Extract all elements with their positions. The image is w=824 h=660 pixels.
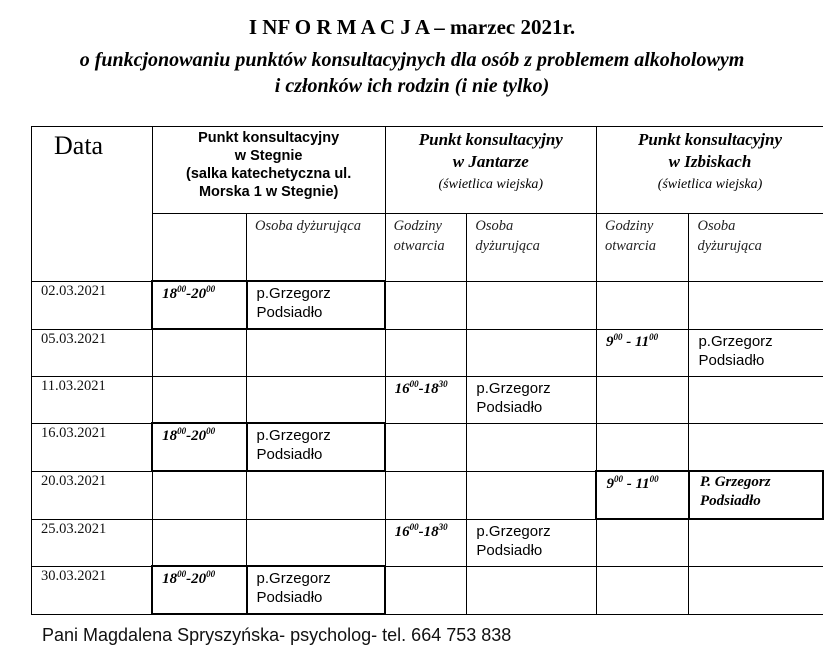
jantar-hours-cell xyxy=(385,329,467,376)
person-label-line-1: Osoba xyxy=(475,218,514,234)
stegna-point-header xyxy=(152,127,385,214)
izbiska-hours-cell xyxy=(596,376,689,423)
hours-label-line-1: Godziny xyxy=(604,218,654,234)
person-label-line-2: dyżurująca xyxy=(475,238,540,254)
date-cell: 16.03.2021 xyxy=(32,423,153,471)
izbiska-town: w Izbiskach xyxy=(668,152,752,171)
stegna-hours-cell xyxy=(152,376,246,423)
document-subtitle xyxy=(0,47,824,99)
date-cell: 02.03.2021 xyxy=(32,281,153,329)
table-row xyxy=(32,566,824,614)
date-cell: 30.03.2021 xyxy=(32,566,153,614)
jantar-hours-cell: $16^{00}-18^{30}$ xyxy=(385,519,467,566)
stegna-hours-cell: $18^{00}-20^{00}$ xyxy=(152,566,246,614)
jantar-hours-cell xyxy=(385,423,467,471)
izbiska-person-header xyxy=(689,214,823,282)
schedule-table xyxy=(31,126,824,615)
stegna-hours-cell: $18^{00}-20^{00}$ xyxy=(152,281,246,329)
izbiska-person-cell xyxy=(689,281,823,329)
jantar-hours-header xyxy=(385,214,467,282)
stegna-location-line-2: Morska 1 w Stegnie) xyxy=(198,184,339,200)
table-row xyxy=(32,376,824,423)
izbiska-hours-cell: $9^{00} - 11^{00}$ xyxy=(596,471,689,519)
stegna-person-cell: p.Grzegorz Podsiadło xyxy=(247,423,386,471)
person-label-line-2: dyżurująca xyxy=(697,238,762,254)
date-cell: 20.03.2021 xyxy=(32,471,153,519)
jantar-title: Punkt konsultacyjny xyxy=(418,130,563,149)
table-row xyxy=(32,423,824,471)
izbiska-point-header xyxy=(596,127,823,214)
izbiska-location: (świetlica wiejska) xyxy=(657,177,763,192)
date-cell: 05.03.2021 xyxy=(32,329,153,376)
stegna-hours-cell xyxy=(152,519,246,566)
hours-label-line-1: Godziny xyxy=(393,218,442,234)
stegna-title: Punkt konsultacyjny xyxy=(198,130,340,146)
stegna-hours-cell xyxy=(152,329,246,376)
jantar-person-cell xyxy=(467,281,597,329)
stegna-person-cell: p.Grzegorz Podsiadło xyxy=(247,566,386,614)
stegna-hours-cell: $18^{00}-20^{00}$ xyxy=(152,423,246,471)
jantar-person-cell xyxy=(467,471,597,519)
stegna-person-header: Osoba dyżurująca xyxy=(247,214,386,282)
izbiska-hours-cell xyxy=(596,423,689,471)
izbiska-person-cell: p.Grzegorz Podsiadło xyxy=(689,329,823,376)
jantar-person-cell: p.Grzegorz Podsiadło xyxy=(467,519,597,566)
jantar-hours-cell xyxy=(385,566,467,614)
izbiska-person-cell xyxy=(689,519,823,566)
izbiska-hours-cell xyxy=(596,281,689,329)
jantar-point-header xyxy=(385,127,596,214)
date-column-header: Data xyxy=(32,127,153,282)
stegna-person-cell xyxy=(247,519,386,566)
izbiska-hours-cell xyxy=(596,566,689,614)
document-title: I NF O R M A C J A – marzec 2021r. xyxy=(248,15,576,39)
table-row xyxy=(32,519,824,566)
header-row xyxy=(32,127,824,214)
izbiska-hours-cell xyxy=(596,519,689,566)
izbiska-person-cell: P. Grzegorz Podsiadło xyxy=(689,471,823,519)
jantar-person-header xyxy=(467,214,597,282)
subtitle-line-2: i członków ich rodzin (i nie tylko) xyxy=(274,75,550,97)
izbiska-person-cell xyxy=(689,566,823,614)
jantar-location: (świetlica wiejska) xyxy=(438,177,544,192)
izbiska-person-cell xyxy=(689,376,823,423)
stegna-person-cell: p.Grzegorz Podsiadło xyxy=(247,281,386,329)
jantar-person-cell xyxy=(467,423,597,471)
date-cell: 11.03.2021 xyxy=(32,376,153,423)
jantar-town: w Jantarze xyxy=(452,152,529,171)
hours-label-line-2: otwarcia xyxy=(393,238,445,254)
stegna-person-cell xyxy=(247,471,386,519)
person-label-line-1: Osoba xyxy=(697,218,736,234)
jantar-hours-cell xyxy=(385,281,467,329)
stegna-person-cell xyxy=(247,329,386,376)
stegna-hours-cell xyxy=(152,471,246,519)
izbiska-hours-cell: $9^{00} - 11^{00}$ xyxy=(596,329,689,376)
izbiska-hours-header xyxy=(596,214,689,282)
subtitle-line-1: o funkcjonowaniu punktów konsultacyjnych dla osób z problemem alkoholowym xyxy=(79,49,745,71)
stegna-person-cell xyxy=(247,376,386,423)
jantar-person-cell: p.Grzegorz Podsiadło xyxy=(467,376,597,423)
izbiska-title: Punkt konsultacyjny xyxy=(637,130,783,149)
table-row xyxy=(32,329,824,376)
table-row xyxy=(32,471,824,519)
izbiska-person-cell xyxy=(689,423,823,471)
contact-footer: Pani Magdalena Spryszyńska- psycholog- tel. 664 753 838 xyxy=(42,625,512,645)
stegna-town: w Stegnie xyxy=(234,148,303,164)
table-row xyxy=(32,281,824,329)
jantar-person-cell xyxy=(467,566,597,614)
jantar-hours-cell xyxy=(385,471,467,519)
hours-label-line-2: otwarcia xyxy=(604,238,656,254)
jantar-hours-cell: $16^{00}-18^{30}$ xyxy=(385,376,467,423)
stegna-location-line-1: (salka katechetyczna ul. xyxy=(186,166,352,182)
jantar-person-cell xyxy=(467,329,597,376)
stegna-hours-header xyxy=(152,214,246,282)
date-cell: 25.03.2021 xyxy=(32,519,153,566)
